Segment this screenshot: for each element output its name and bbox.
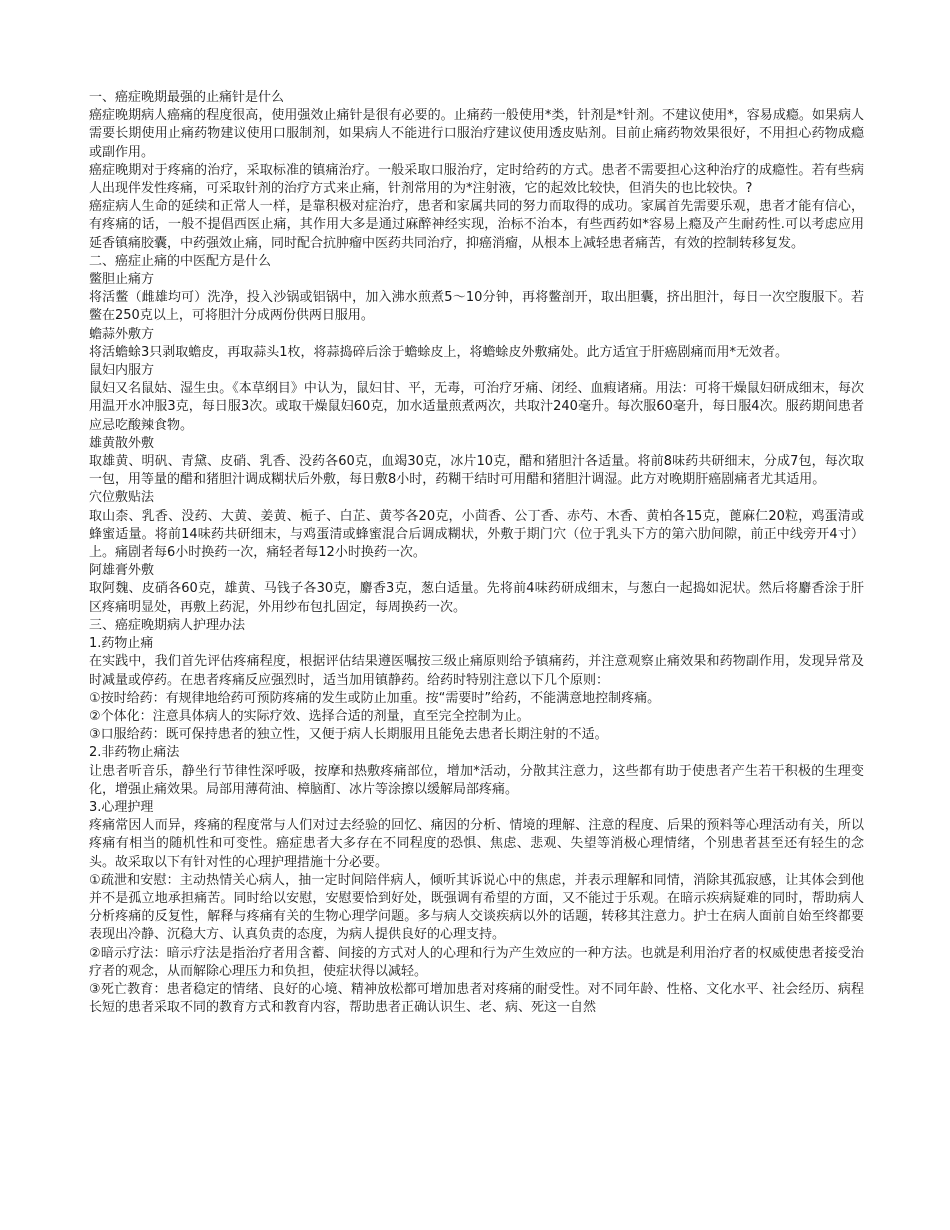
recipe-body: 取阿魏、皮硝各60克，雄黄、马钱子各30克，麝香3克，葱白适量。先将前4味药研成细末，与葱白一起捣如泥状。然后将麝香涂于肝区疼痛明显处，再敷上药泥，外用纱布包扎固定，每周换药一次。 (89, 581, 864, 615)
subsection-title: 2.非药物止痛法 (89, 745, 180, 761)
section-heading: 二、癌症止痛的中医配方是什么 (89, 253, 272, 269)
section-heading: 一、癌症晚期最强的止痛针是什么 (89, 90, 285, 105)
list-item: ②暗示疗法：暗示疗法是指治疗者用含蓄、间接的方式对人的心理和行为产生效应的一种方法。也就是利用治疗者的权威使患者接受治疗者的观念，从而解除心理压力和负担，使症状得以减轻。 (89, 945, 864, 979)
recipe-title: 鼠妇内服方 (89, 363, 155, 379)
list-item: ③口服给药：既可保持患者的独立性，又便于病人长期服用且能免去患者长期注射的不适。 (89, 727, 608, 743)
subsection-title: 3.心理护理 (89, 799, 154, 815)
recipe-title: 阿雄膏外敷 (89, 563, 155, 579)
paragraph: 在实践中，我们首先评估疼痛程度，根据评估结果遵医嘱按三级止痛原则给予镇痛药，并注意观察止痛效果和药物副作用，发现异常及时减量或停药。在患者疼痛反应强烈时，适当加用镇静药。给药时特别注意以下几个原则： (89, 654, 864, 688)
recipe-title: 鳖胆止痛方 (89, 272, 155, 288)
subsection-title: 1.药物止痛 (89, 636, 154, 652)
list-item: ②个体化：注意具体病人的实际疗效、选择合适的剂量，直至完全控制为止。 (89, 708, 530, 724)
list-item: ①疏泄和安慰：主动热情关心病人，抽一定时间陪伴病人，倾听其诉说心中的焦虑，并表示理解和同情，消除其孤寂感，让其体会到他并不是孤立地承担痛苦。同时给以安慰，安慰要恰到好处，既强调有希望的方面，又不能过于乐观。在暗示疾病疑难的同时，帮助病人分析疼痛的反复性，解释与疼痛有关的生物心理学问题。多与病人交谈疾病以外的话题，转移其注意力。护士在病人面前自始至终都要表现出冷静、沉稳大方、认真负责的态度，为病人提供良好的心理支持。 (89, 872, 864, 943)
list-item: ③死亡教育：患者稳定的情绪、良好的心境、精神放松都可增加患者对疼痛的耐受性。对不同年龄、性格、文化水平、社会经历、病程长短的患者采取不同的教育方式和教育内容，帮助患者正确认识生、老、病、死这一自然 (89, 981, 864, 1016)
recipe-title: 穴位敷贴法 (89, 490, 155, 506)
paragraph: 癌症病人生命的延续和正常人一样，是靠积极对症治疗，患者和家属共同的努力而取得的成功。家属首先需要乐观，患者才能有信心，有疼痛的话，一般不提倡西医止痛，其作用大多是通过麻醉神经实现，治标不治本，有些西药如*容易上瘾及产生耐药性.可以考虑应用延香镇痛胶囊，中药强效止痛，同时配合抗肿瘤中医药共同治疗，抑癌消瘤，从根本上减轻患者痛苦，有效的控制转移复发。 (89, 199, 864, 251)
document-body (89, 89, 864, 1017)
recipe-body: 将活蟾蜍3只剥取蟾皮，再取蒜头1枚，将蒜捣碎后涂于蟾蜍皮上，将蟾蜍皮外敷痛处。此方适宜于肝癌剧痛而用*无效者。 (89, 344, 789, 360)
recipe-title: 蟾蒜外敷方 (89, 326, 155, 342)
paragraph: 疼痛常因人而异，疼痛的程度常与人们对过去经验的回忆、痛因的分析、情境的理解、注意的程度、后果的预料等心理活动有关，所以疼痛有相当的随机性和可变性。癌症患者大多存在不同程度的恐惧、焦虑、悲观、失望等消极心理情绪，个别患者甚至还有轻生的念头。故采取以下有针对性的心理护理措施十分必要。 (89, 818, 864, 870)
recipe-body: 取山柰、乳香、没药、大黄、姜黄、栀子、白芷、黄芩各20克，小茴香、公丁香、赤芍、木香、黄柏各15克，蓖麻仁20粒，鸡蛋清或蜂蜜适量。将前14味药共研细末，与鸡蛋清或蜂蜜混合后调成糊状，外敷于期门穴（位于乳头下方的第六肋间隙，前正中线旁开4寸）上。痛剧者每6小时换药一次，痛轻者每12小时换药一次。 (89, 508, 864, 561)
paragraph: 癌症晚期对于疼痛的治疗，采取标准的镇痛治疗。一般采取口服治疗，定时给药的方式。患者不需要担心这种治疗的成瘾性。若有些病人出现伴发性疼痛，可采取针剂的治疗方式来止痛，针剂常用的为*注射液，它的起效比较快，但消失的也比较快。? (89, 162, 864, 197)
list-item: ①按时给药：有规律地给药可预防疼痛的发生或防止加重。按“需要时”给药，不能满意地控制疼痛。 (89, 690, 661, 706)
paragraph: 让患者听音乐，静坐行节律性深呼吸，按摩和热敷疼痛部位，增加*活动，分散其注意力，这些都有助于使患者产生若干积极的生理变化，增强止痛效果。局部用薄荷油、樟脑酊、冰片等涂擦以缓解局部疼痛。 (89, 763, 864, 797)
recipe-body: 鼠妇又名鼠姑、湿生虫。《本草纲目》中认为，鼠妇甘、平，无毒，可治疗牙痛、闭经、血瘕诸痛。用法：可将干燥鼠妇研成细末，每次用温开水冲服3克，每日服3次。或取干燥鼠妇60克，加水适量煎煮两次，共取汁240毫升。每次服60毫升，每日服4次。服药期间患者应忌吃酸辣食物。 (89, 381, 864, 433)
recipe-body: 取雄黄、明矾、青黛、皮硝、乳香、没药各60克，血竭30克，冰片10克，醋和猪胆汁各适量。将前8味药共研细末，分成7包，每次取一包，用等量的醋和猪胆汁调成糊状后外敷，每日敷8小时，药糊干结时可用醋和猪胆汁调湿。此方对晚期肝癌剧痛者尤其适用。 (89, 454, 864, 488)
paragraph: 癌症晚期病人癌痛的程度很高，使用强效止痛针是很有必要的。止痛药一般使用*类，针剂是*针剂。不建议使用*，容易成瘾。如果病人需要长期使用止痛药物建议使用口服制剂，如果病人不能进行口服治疗建议使用透皮贴剂。目前止痛药物效果很好，不用担心药物成瘾或副作用。 (89, 108, 864, 160)
section-heading: 三、癌症晚期病人护理办法 (89, 617, 246, 633)
recipe-title: 雄黄散外敷 (89, 435, 155, 451)
recipe-body: 将活鳖（雌雄均可）洗净，投入沙锅或铝锅中，加入沸水煎煮5～10分钟，再将鳖剖开，取出胆囊，挤出胆汁，每日一次空腹服下。若鳖在250克以上，可将胆汁分成两份供两日服用。 (89, 290, 864, 324)
